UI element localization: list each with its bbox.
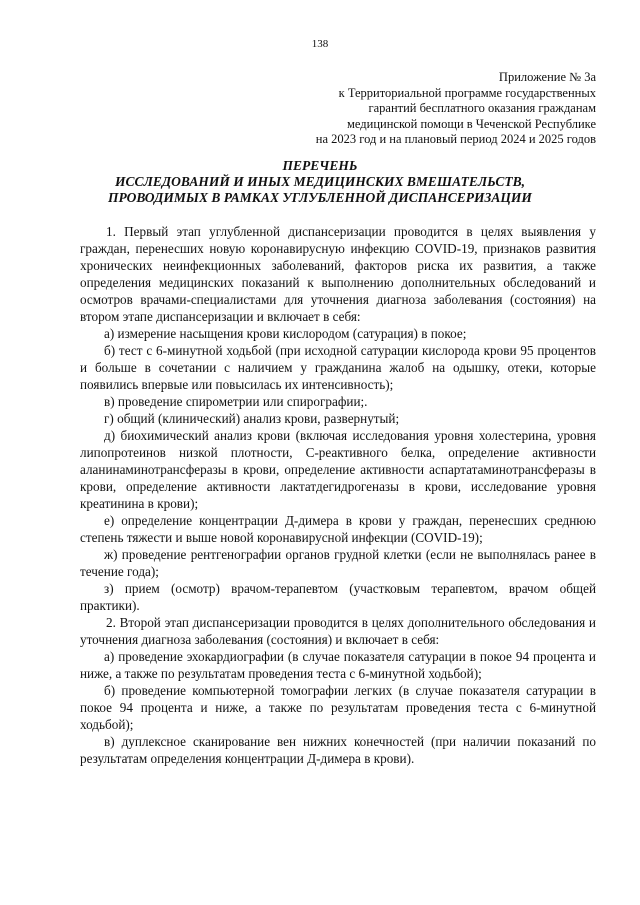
list-item: б) проведение компьютерной томографии легких (в случае показателя сатурации в покое 94 процента и ниже, а также по результатам проведения теста с 6-минутной ходьбой);	[80, 683, 596, 732]
list-item: д) биохимический анализ крови (включая исследования уровня холестерина, уровня липопротеинов низкой плотности, С-реактивного белка, определение активности аланинаминотрансферазы в крови, определение активности аспартатаминотрансферазы в крови, определение активности лактатдегидрогеназы в крови, исследование уровня креатинина в крови);	[80, 428, 596, 511]
appendix-line: на 2023 год и на плановый период 2024 и 2025 годов	[315, 132, 596, 146]
document-body	[80, 223, 596, 767]
list-item: з) прием (осмотр) врачом-терапевтом (участковым терапевтом, врачом общей практики).	[80, 581, 596, 613]
list-item: в) дуплексное сканирование вен нижних конечностей (при наличии показаний по результатам определения концентрации Д-димера в крови).	[80, 734, 596, 766]
paragraph-stage-1: 1. Первый этап углубленной диспансеризации проводится в целях выявления у граждан, перенесших новую коронавирусную инфекцию COVID-19, признаков развития хронических неинфекционных заболеваний, факторов риска их развития, а также определения медицинских показаний к выполнению дополнительных обследований и осмотров врачами-специалистами для уточнения диагноза заболевания (состояния) на втором этапе диспансеризации и включает в себя:	[80, 224, 596, 324]
list-item: б) тест с 6-минутной ходьбой (при исходной сатурации кислорода крови 95 процентов и больше в сочетании с наличием у гражданина жалоб на одышку, отеки, которые появились впервые или повысилась их интенсивность);	[80, 343, 596, 392]
title-line: ИССЛЕДОВАНИЙ И ИНЫХ МЕДИЦИНСКИХ ВМЕШАТЕЛЬСТВ,	[114, 174, 526, 189]
paragraph-stage-2: 2. Второй этап диспансеризации проводится в целях дополнительного обследования и уточнения диагноза заболевания (состояния) и включает в себя:	[80, 615, 596, 647]
appendix-line: Приложение № 3а	[498, 70, 596, 84]
list-item: а) измерение насыщения крови кислородом (сатурация) в покое;	[104, 326, 467, 341]
list-item: г) общий (клинический) анализ крови, развернутый;	[104, 411, 400, 426]
appendix-line: к Территориальной программе государственных	[338, 85, 596, 100]
list-item: в) проведение спирометрии или спирографии;.	[104, 394, 368, 409]
document-title	[40, 158, 600, 206]
appendix-line: медицинской помощи в Чеченской Республике	[347, 116, 596, 131]
list-item: а) проведение эхокардиографии (в случае показателя сатурации в покое 94 процента и ниже, а также по результатам проведения теста с 6-минутной ходьбой);	[80, 649, 596, 681]
title-line: ПЕРЕЧЕНЬ	[282, 158, 358, 173]
page-number: 138	[311, 38, 329, 50]
list-item: ж) проведение рентгенографии органов грудной клетки (если не выполнялась ранее в течение года);	[80, 547, 596, 579]
title-line: ПРОВОДИМЫХ В РАМКАХ УГЛУБЛЕННОЙ ДИСПАНСЕРИЗАЦИИ	[108, 190, 532, 205]
list-item: е) определение концентрации Д-димера в крови у граждан, перенесших среднюю степень тяжести и выше новой коронавирусной инфекции (COVID-19);	[80, 513, 596, 545]
appendix-header	[236, 70, 596, 148]
appendix-line: гарантий бесплатного оказания гражданам	[368, 101, 596, 115]
